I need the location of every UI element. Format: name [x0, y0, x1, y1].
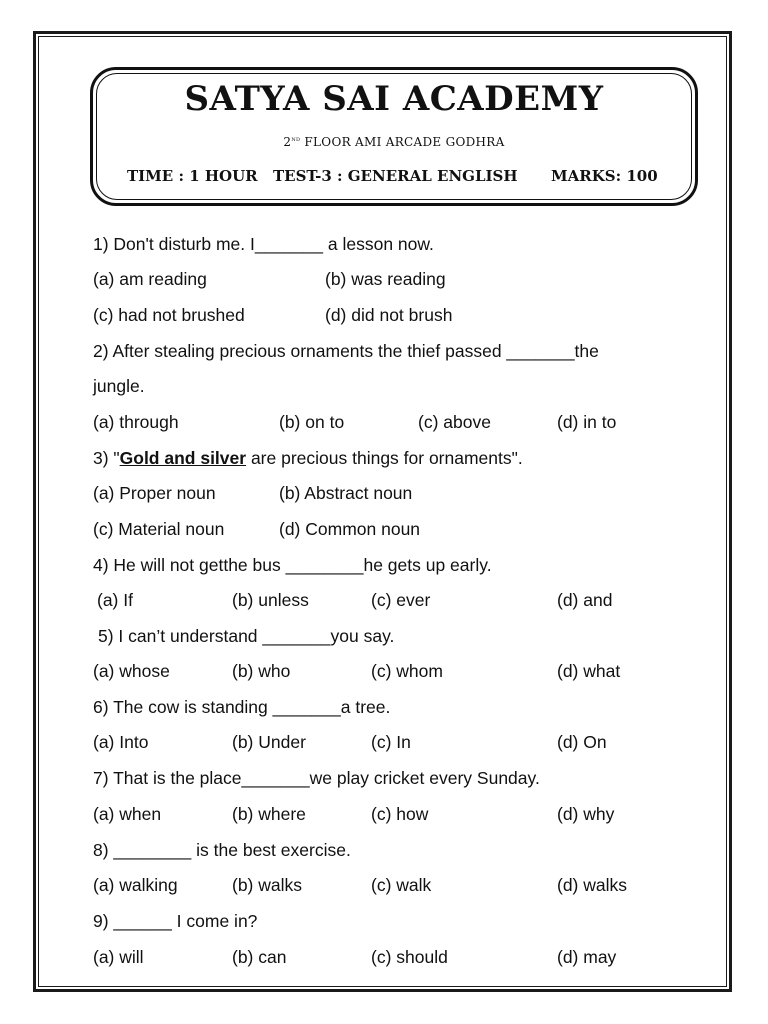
- q4-option-d: (d) and: [557, 590, 613, 610]
- address-floor-suffix: nd: [291, 135, 301, 143]
- q3-option-a: (a) Proper noun: [93, 483, 216, 503]
- q9-option-a: (a) will: [93, 947, 144, 967]
- q1-option-c: (c) had not brushed: [93, 305, 245, 325]
- q7-option-a: (a) when: [93, 804, 162, 824]
- q3-option-b: (b) Abstract noun: [279, 483, 413, 503]
- q3-option-c: (c) Material noun: [93, 519, 225, 539]
- q8-option-a: (a) walking: [93, 875, 178, 895]
- q9-option-c: (c) should: [371, 947, 448, 967]
- q4-option-a: (a) If: [97, 590, 133, 610]
- q7-option-d: (d) why: [557, 804, 615, 824]
- address-text: FLOOR AMI ARCADE GODHRA: [300, 135, 505, 149]
- q7-option-b: (b) where: [232, 804, 306, 824]
- q5-option-a: (a) whose: [93, 661, 170, 681]
- q1-option-a: (a) am reading: [93, 269, 207, 289]
- question-3-prefix: 3) ": [93, 448, 120, 468]
- q5-option-d: (d) what: [557, 661, 621, 681]
- question-4: 4) He will not getthe bus ________he gets up early.: [93, 555, 492, 575]
- q2-option-a: (a) through: [93, 412, 179, 432]
- question-7: 7) That is the place_______we play cricket every Sunday.: [93, 768, 540, 788]
- question-3: [93, 447, 523, 469]
- question-1: 1) Don't disturb me. I_______ a lesson now.: [93, 234, 434, 254]
- q8-option-b: (b) walks: [232, 875, 303, 895]
- q7-option-c: (c) how: [371, 804, 429, 824]
- question-2: 2) After stealing precious ornaments the thief passed _______the: [93, 341, 599, 361]
- q1-option-b: (b) was reading: [325, 269, 446, 289]
- q2-option-d: (d) in to: [557, 412, 617, 432]
- q5-option-c: (c) whom: [371, 661, 443, 681]
- q9-option-d: (d) may: [557, 947, 617, 967]
- question-8: 8) ________ is the best exercise.: [93, 840, 351, 860]
- question-5: 5) I can’t understand _______you say.: [98, 626, 395, 646]
- q1-option-d: (d) did not brush: [325, 305, 453, 325]
- q6-option-a: (a) Into: [93, 732, 149, 752]
- q6-option-d: (d) On: [557, 732, 607, 752]
- question-3-highlight: Gold and silver: [119, 448, 247, 468]
- academy-address: [90, 135, 698, 149]
- question-3-suffix: are precious things for ornaments".: [246, 448, 523, 468]
- q8-option-d: (d) walks: [557, 875, 628, 895]
- academy-title: SATYA SAI ACADEMY: [184, 79, 604, 119]
- q4-option-b: (b) unless: [232, 590, 309, 610]
- test-marks: MARKS: 100: [551, 167, 658, 185]
- q8-option-c: (c) walk: [371, 875, 432, 895]
- question-2-continued: jungle.: [93, 376, 145, 396]
- q2-option-c: (c) above: [418, 412, 491, 432]
- q2-option-b: (b) on to: [279, 412, 345, 432]
- address-floor: 2: [283, 135, 292, 149]
- q6-option-b: (b) Under: [232, 732, 306, 752]
- q5-option-b: (b) who: [232, 661, 291, 681]
- question-9: 9) ______ I come in?: [93, 911, 258, 931]
- q6-option-c: (c) In: [371, 732, 411, 752]
- test-time: TIME : 1 HOUR: [127, 167, 258, 185]
- q9-option-b: (b) can: [232, 947, 287, 967]
- q3-option-d: (d) Common noun: [279, 519, 421, 539]
- question-6: 6) The cow is standing _______a tree.: [93, 697, 391, 717]
- q4-option-c: (c) ever: [371, 590, 431, 610]
- test-subject: TEST-3 : GENERAL ENGLISH: [273, 167, 518, 185]
